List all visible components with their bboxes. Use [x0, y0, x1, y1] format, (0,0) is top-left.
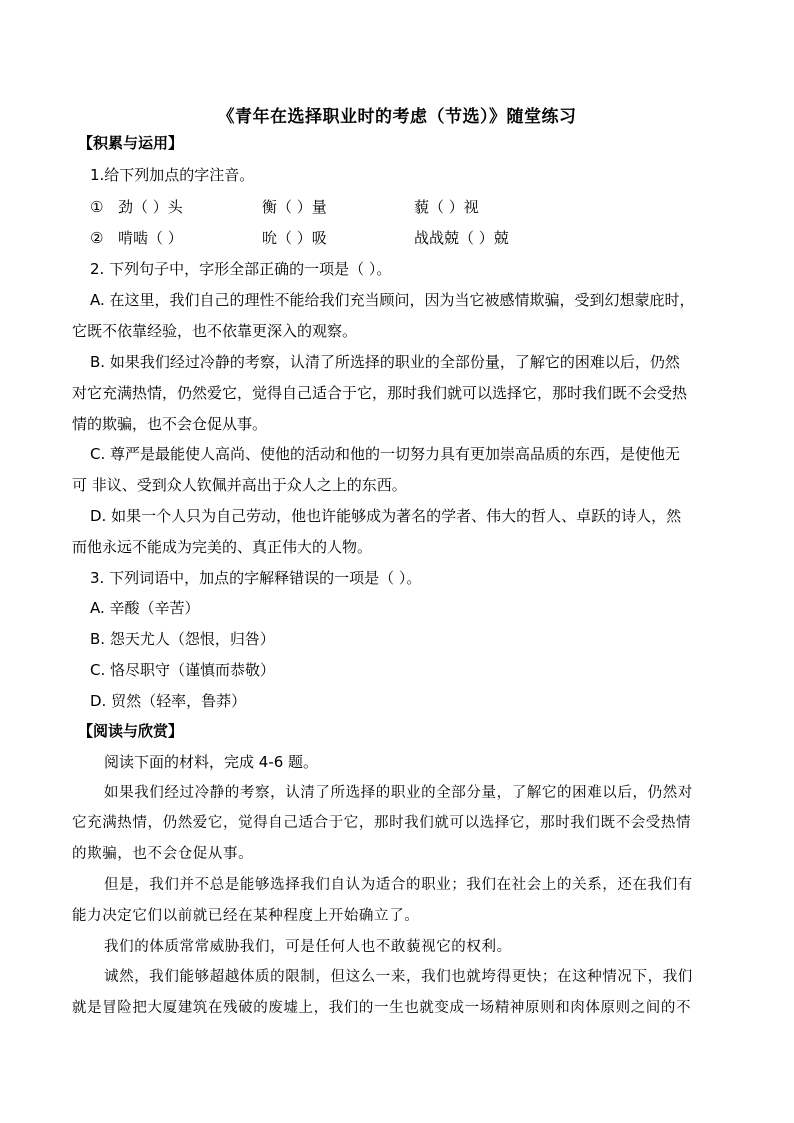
- question-3-option-d: D. 贸然（轻率，鲁莽）: [90, 692, 247, 710]
- question-2-stem: 2. 下列句子中，字形全部正确的一项是（ ）。: [90, 260, 392, 278]
- question-3-stem: 3. 下列词语中，加点的字解释错误的一项是（ ）。: [90, 569, 422, 587]
- pinyin-item-shun: 吮（ ）吸: [262, 229, 327, 247]
- passage-paragraph-2-line-2: 能力决定它们以前就已经在某种程度上开始确立了。: [72, 908, 420, 924]
- pinyin-item-jing: 战战兢（ ）兢: [414, 229, 509, 247]
- question-2-option-d-line-2: 而他永远不能成为完美的、真正伟大的人物。: [72, 538, 373, 556]
- question-2-option-b-line-2: 对它充满热情，仍然爱它，觉得自己适合于它，那时我们就可以选择它，那时我们既不会受热: [72, 384, 688, 402]
- question-1-row-1: [90, 197, 730, 219]
- page-title: 《青年在选择职业时的考虑（节选）》随堂练习: [217, 107, 577, 127]
- passage-paragraph-4-line-1: 诚然，我们能够超越体质的限制，但这么一来，我们也就垮得更快；在这种情况下，我们: [104, 969, 693, 985]
- row-2-number: ②: [90, 229, 104, 247]
- passage-paragraph-1-line-2: 它充满热情，仍然爱它，觉得自己适合于它，那时我们就可以选择它，那时我们既不会受热情: [72, 815, 692, 831]
- question-2-option-a-line-2: 它既不依靠经验，也不依靠更深入的观察。: [72, 322, 358, 340]
- question-1-row-2: [90, 228, 730, 250]
- row-1-number: ①: [90, 198, 104, 216]
- pinyin-item-heng: 衡（ ）量: [262, 198, 327, 216]
- question-2-option-b-line-3: 情的欺骗，也不会仓促从事。: [72, 415, 268, 433]
- question-3-option-c: C. 恪尽职守（谨慎而恭敬）: [90, 661, 276, 679]
- pinyin-item-nie: 啃啮（ ）: [118, 229, 183, 247]
- question-2-option-c-line-1: C. 尊严是最能使人高尚、使他的活动和他的一切努力具有更加崇高品质的东西，是使他无: [90, 445, 681, 463]
- passage-paragraph-1-line-1: 如果我们经过冷静的考察，认清了所选择的职业的全部分量，了解它的困难以后，仍然对: [104, 785, 693, 801]
- question-3-option-b: B. 怨天尤人（怨恨，归咎）: [90, 630, 275, 648]
- question-1-stem: 1.给下列加点的字注音。: [90, 166, 255, 184]
- question-2-option-a-line-1: A. 在这里，我们自己的理性不能给我们充当顾问，因为当它被感情欺骗，受到幻想蒙庇时，: [90, 291, 695, 309]
- passage-paragraph-3-line-1: 我们的体质常常威胁我们，可是任何人也不敢藐视它的权利。: [104, 939, 512, 955]
- section-heading-reading: 【阅读与欣赏】: [78, 722, 184, 740]
- passage-paragraph-2-line-1: 但是，我们并不总是能够选择我们自认为适合的职业；我们在社会上的关系，还在我们有: [104, 877, 693, 893]
- question-2-option-d-line-1: D. 如果一个人只为自己劳动，他也许能够成为著名的学者、伟大的哲人、卓跃的诗人，然: [90, 507, 682, 525]
- section-heading-accumulate: 【积累与运用】: [78, 134, 184, 152]
- question-2-option-c-line-2: 可 非议、受到众人钦佩并高出于众人之上的东西。: [72, 476, 407, 494]
- passage-paragraph-4-line-2: 就是冒险把大厦建筑在残破的废墟上，我们的一生也就变成一场精神原则和肉体原则之间的不: [72, 1000, 692, 1016]
- reading-instruction: 阅读下面的材料，完成 4-6 题。: [104, 753, 319, 771]
- question-2-option-b-line-1: B. 如果我们经过冷静的考察，认清了所选择的职业的全部份量，了解它的困难以后，仍然: [90, 353, 680, 371]
- passage-paragraph-1-line-3: 的欺骗，也不会仓促从事。: [72, 846, 254, 862]
- question-3-option-a: A. 辛酸（辛苦）: [90, 599, 200, 617]
- pinyin-item-jin: 劲（ ）头: [118, 198, 183, 216]
- pinyin-item-miao: 藐（ ）视: [414, 198, 479, 216]
